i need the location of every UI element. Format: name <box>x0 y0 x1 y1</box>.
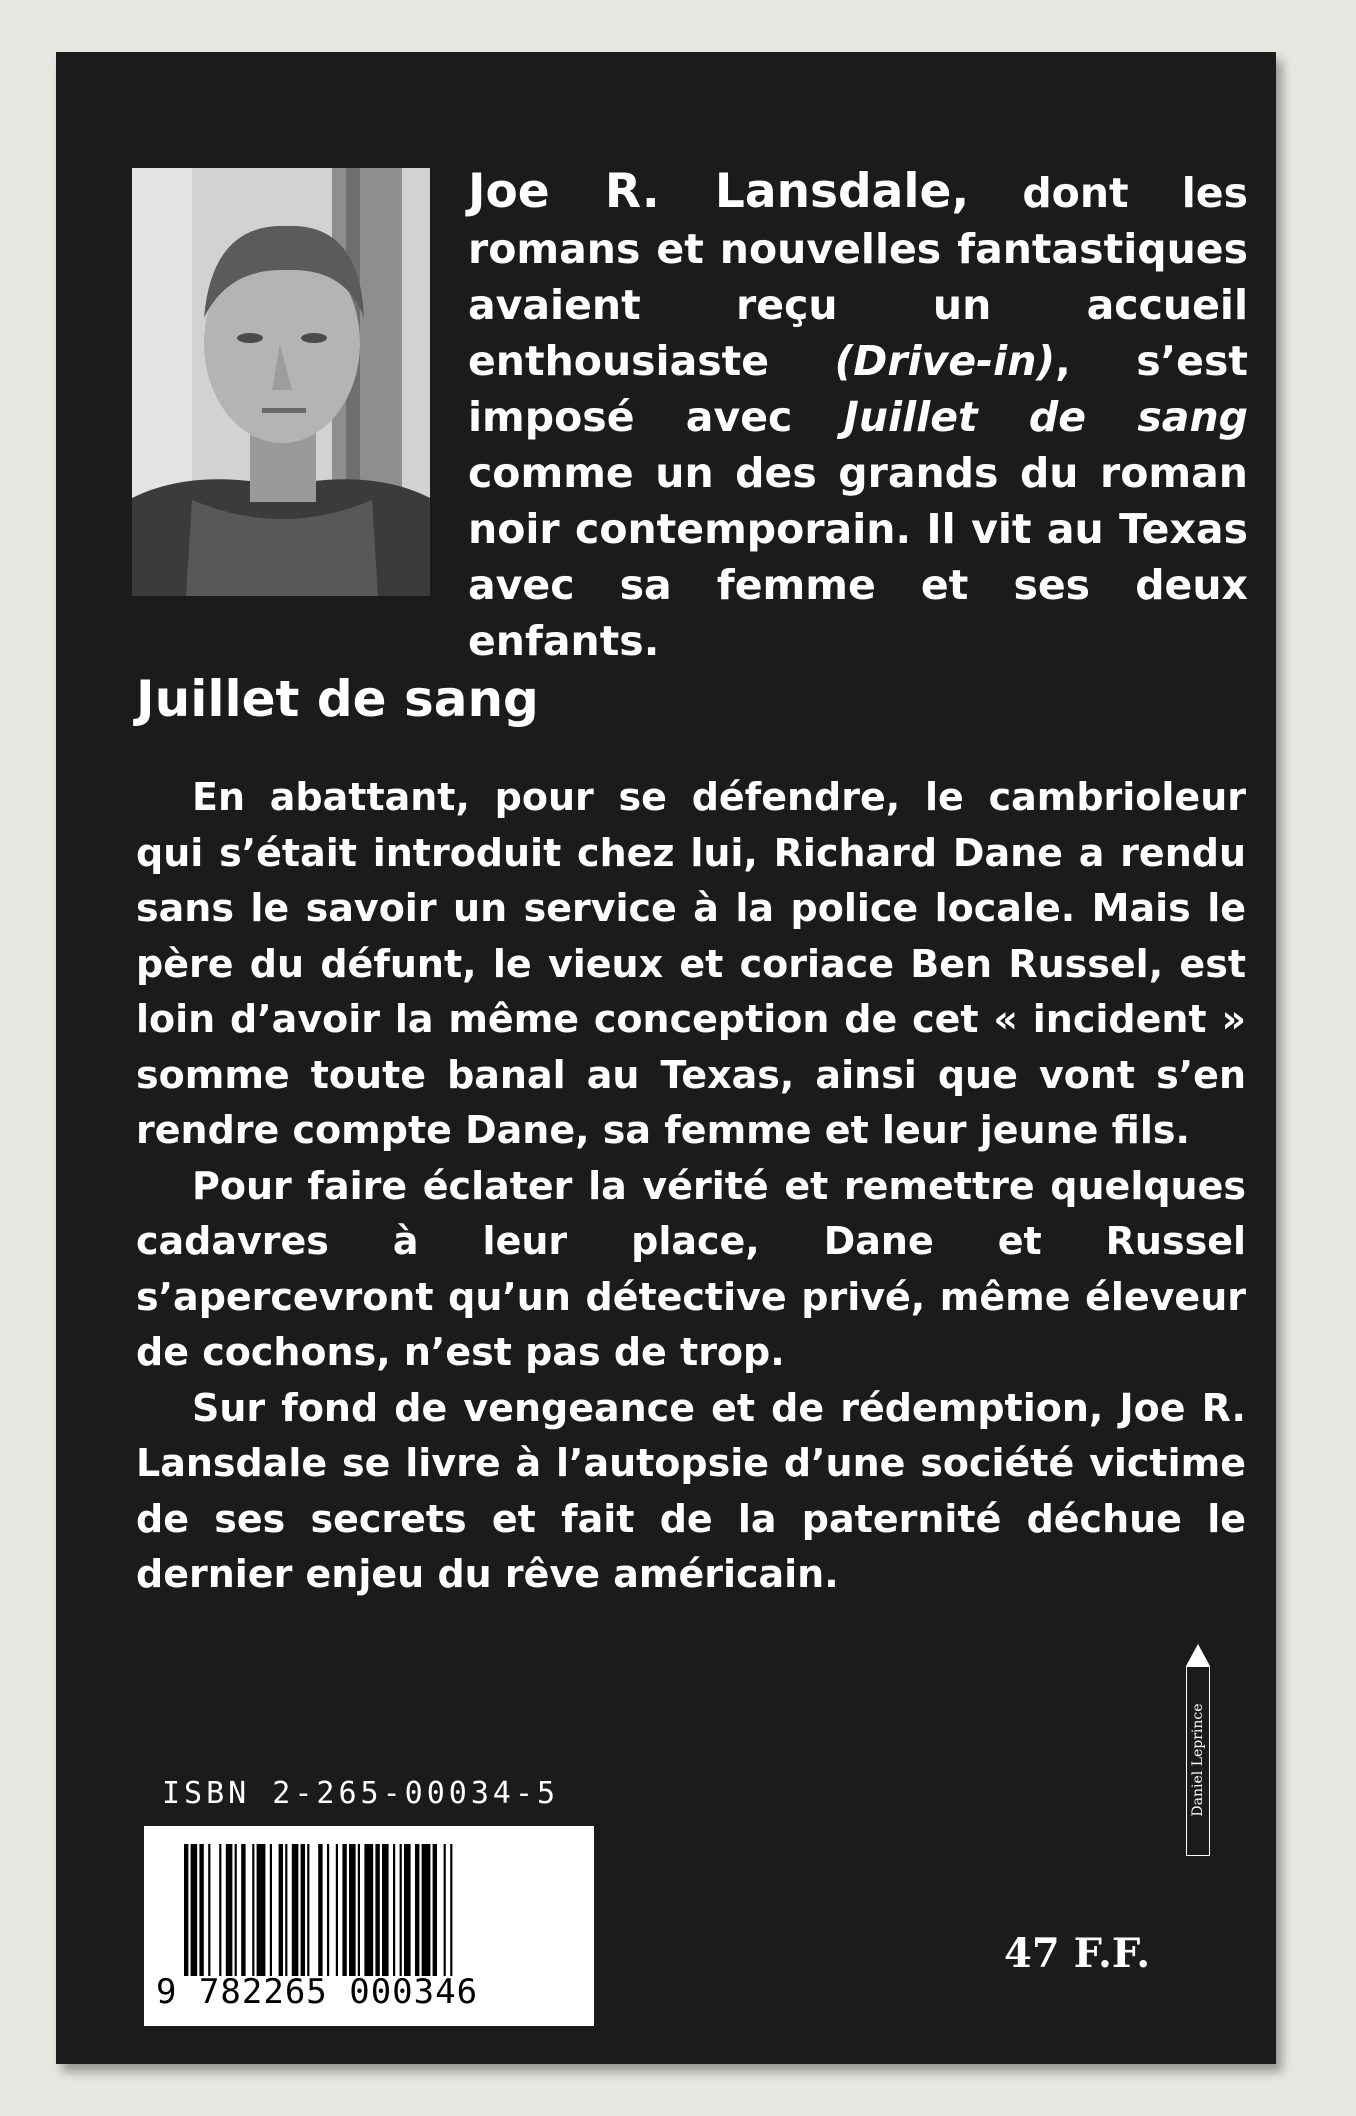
barcode-bar <box>349 1844 356 1976</box>
bio-text: dont les romans et nouvelles fantastiques avaient reçu un accueil enthousiaste <box>468 169 1248 385</box>
barcode-bar <box>292 1844 299 1976</box>
barcode-bar <box>219 1844 221 1976</box>
book-title: Juillet de sang <box>136 670 539 728</box>
barcode-digits: 9 782265 000346 <box>156 1972 479 2012</box>
author-photo <box>132 168 430 596</box>
barcode-bar <box>226 1844 233 1976</box>
barcode-bar <box>400 1844 402 1976</box>
bio-book-drive-in: (Drive-in) <box>834 337 1056 385</box>
synopsis <box>136 770 1246 1603</box>
pencil-tip-icon <box>1186 1644 1210 1666</box>
barcode-bar <box>270 1844 272 1976</box>
synopsis-paragraph: Pour faire éclater la vérité et remettre quelques cadavres à leur place, Dane et Russel s’apercevront qu’un détective privé, même éleveur de cochons, n’est pas de trop. <box>136 1163 1246 1374</box>
barcode-bar <box>393 1844 395 1976</box>
bio-book-title: Juillet de sang <box>843 393 1248 441</box>
barcode <box>144 1826 594 2026</box>
barcode-bar <box>307 1844 309 1976</box>
price: 47 F.F. <box>1004 1930 1151 1977</box>
barcode-bar <box>191 1844 198 1976</box>
barcode-bar <box>208 1844 210 1976</box>
barcode-bar <box>285 1844 287 1976</box>
barcode-bar <box>375 1844 379 1976</box>
barcode-bar <box>301 1844 305 1976</box>
barcode-bar <box>235 1844 237 1976</box>
barcode-bar <box>433 1844 437 1976</box>
barcode-bar <box>336 1844 338 1976</box>
barcode-bar <box>184 1844 188 1976</box>
bio-text: comme un des grands du roman noir contemporain. Il vit au Texas avec sa femme et ses deux enfants. <box>468 449 1248 665</box>
barcode-bar <box>422 1844 431 1976</box>
barcode-bar <box>241 1844 245 1976</box>
synopsis-paragraph: En abattant, pour se défendre, le cambrioleur qui s’était introduit chez lui, Richard Dane a rendu sans le savoir un service à la police locale. Mais le père du défunt, le vieux et coriace Ben Russel, est loin d’avoir la même conception de cet « incident » somme toute banal au Texas, ainsi que vont s’en rendre compte Dane, sa femme et leur jeune fils. <box>136 775 1246 1152</box>
barcode-bar <box>342 1844 346 1976</box>
author-bio <box>468 164 1248 669</box>
barcode-bar <box>318 1844 322 1976</box>
barcode-bar <box>364 1844 373 1976</box>
synopsis-paragraph: Sur fond de vengeance et de rédemption, Joe R. Lansdale se livre à l’autopsie d’une société victime de ses secrets et fait de la paternité déchue le dernier enjeu du rêve américain. <box>136 1385 1246 1596</box>
barcode-bar <box>415 1844 419 1976</box>
book-back-cover <box>56 52 1276 2064</box>
barcode-bar <box>450 1844 452 1976</box>
barcode-bar <box>199 1844 203 1976</box>
barcode-bar <box>327 1844 329 1976</box>
barcode-bar <box>279 1844 283 1976</box>
barcode-bar <box>358 1844 360 1976</box>
barcode-bar <box>444 1844 446 1976</box>
author-name: Joe R. Lansdale, <box>468 164 970 219</box>
barcode-bar <box>404 1844 411 1976</box>
barcode-bar <box>382 1844 389 1976</box>
barcode-bars <box>184 1844 564 1976</box>
barcode-bar <box>257 1844 266 1976</box>
designer-credit-text: Daniel Leprince <box>1190 1703 1206 1817</box>
designer-credit <box>1186 1666 1212 1856</box>
barcode-bar <box>252 1844 254 1976</box>
bio-text: , s’est imposé avec <box>468 337 1248 441</box>
isbn: ISBN 2-265-00034-5 <box>162 1776 560 1811</box>
